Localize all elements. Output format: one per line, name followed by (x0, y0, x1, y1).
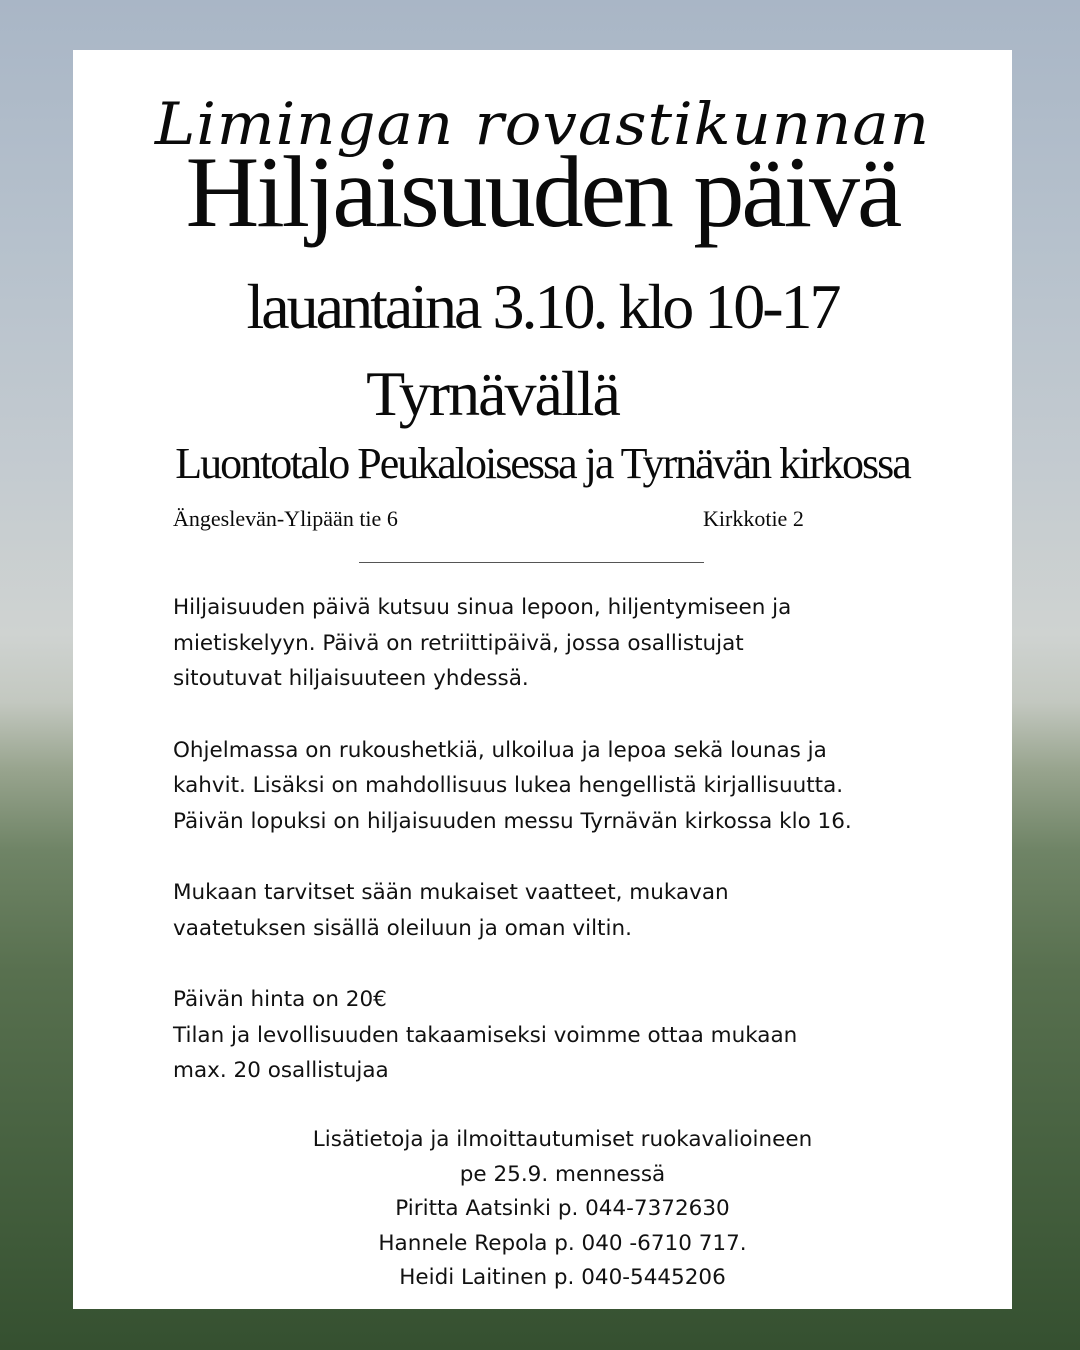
event-venues: Luontotalo Peukaloisessa ja Tyrnävän kirkossa (175, 439, 910, 488)
text-line: Mukaan tarvitset sään mukaiset vaatteet, mukavan (173, 880, 729, 905)
paragraph-program (173, 733, 973, 840)
event-title: Hiljaisuuden päivä (185, 136, 900, 249)
contact-person: Heidi Laitinen p. 040-5445206 (399, 1265, 726, 1290)
text-line: mietiskelyyn. Päivä on retriittipäivä, jossa osallistujat (173, 630, 744, 656)
description-body (173, 590, 973, 1125)
venue-address-nature-house: Ängeslevän-Ylipään tie 6 (173, 506, 398, 531)
text-line: max. 20 osallistujaa (173, 1058, 389, 1083)
venue-address-church: Kirkkotie 2 (703, 506, 804, 531)
divider-line (359, 562, 704, 563)
contact-line: Lisätietoja ja ilmoittautumiset ruokavalioineen (312, 1127, 813, 1152)
event-place: Tyrnävällä (366, 358, 619, 429)
poster-card (73, 50, 1012, 1309)
text-line: Hiljaisuuden päivä kutsuu sinua lepoon, hiljentymiseen ja (173, 595, 792, 620)
contact-person: Piritta Aatsinki p. 044-7372630 (395, 1196, 730, 1221)
paragraph-what-to-bring (173, 875, 973, 946)
text-line: Tilan ja levollisuuden takaamiseksi voimme ottaa mukaan (173, 1022, 798, 1048)
contact-deadline: pe 25.9. mennessä (459, 1161, 666, 1187)
paragraph-price (173, 982, 973, 1089)
organizer-script-heading: Limingan rovastikunnan (154, 90, 931, 158)
contact-person: Hannele Repola p. 040 -6710 717. (378, 1230, 747, 1256)
paragraph-invitation (173, 590, 973, 697)
text-line: Päivän hinta on 20€ (173, 987, 387, 1012)
event-date-time: lauantaina 3.10. klo 10-17 (246, 271, 839, 342)
text-line: kahvit. Lisäksi on mahdollisuus lukea hengellistä kirjallisuutta. (173, 773, 844, 798)
text-line: Päivän lopuksi on hiljaisuuden messu Tyrnävän kirkossa klo 16. (173, 808, 852, 834)
text-line: Ohjelmassa on rukoushetkiä, ulkoilua ja lepoa sekä lounas ja (173, 737, 827, 763)
text-line: sitoutuvat hiljaisuuteen yhdessä. (173, 666, 529, 691)
text-line: vaatetuksen sisällä oleiluun ja oman viltin. (173, 915, 632, 941)
contact-info (73, 1123, 1012, 1296)
